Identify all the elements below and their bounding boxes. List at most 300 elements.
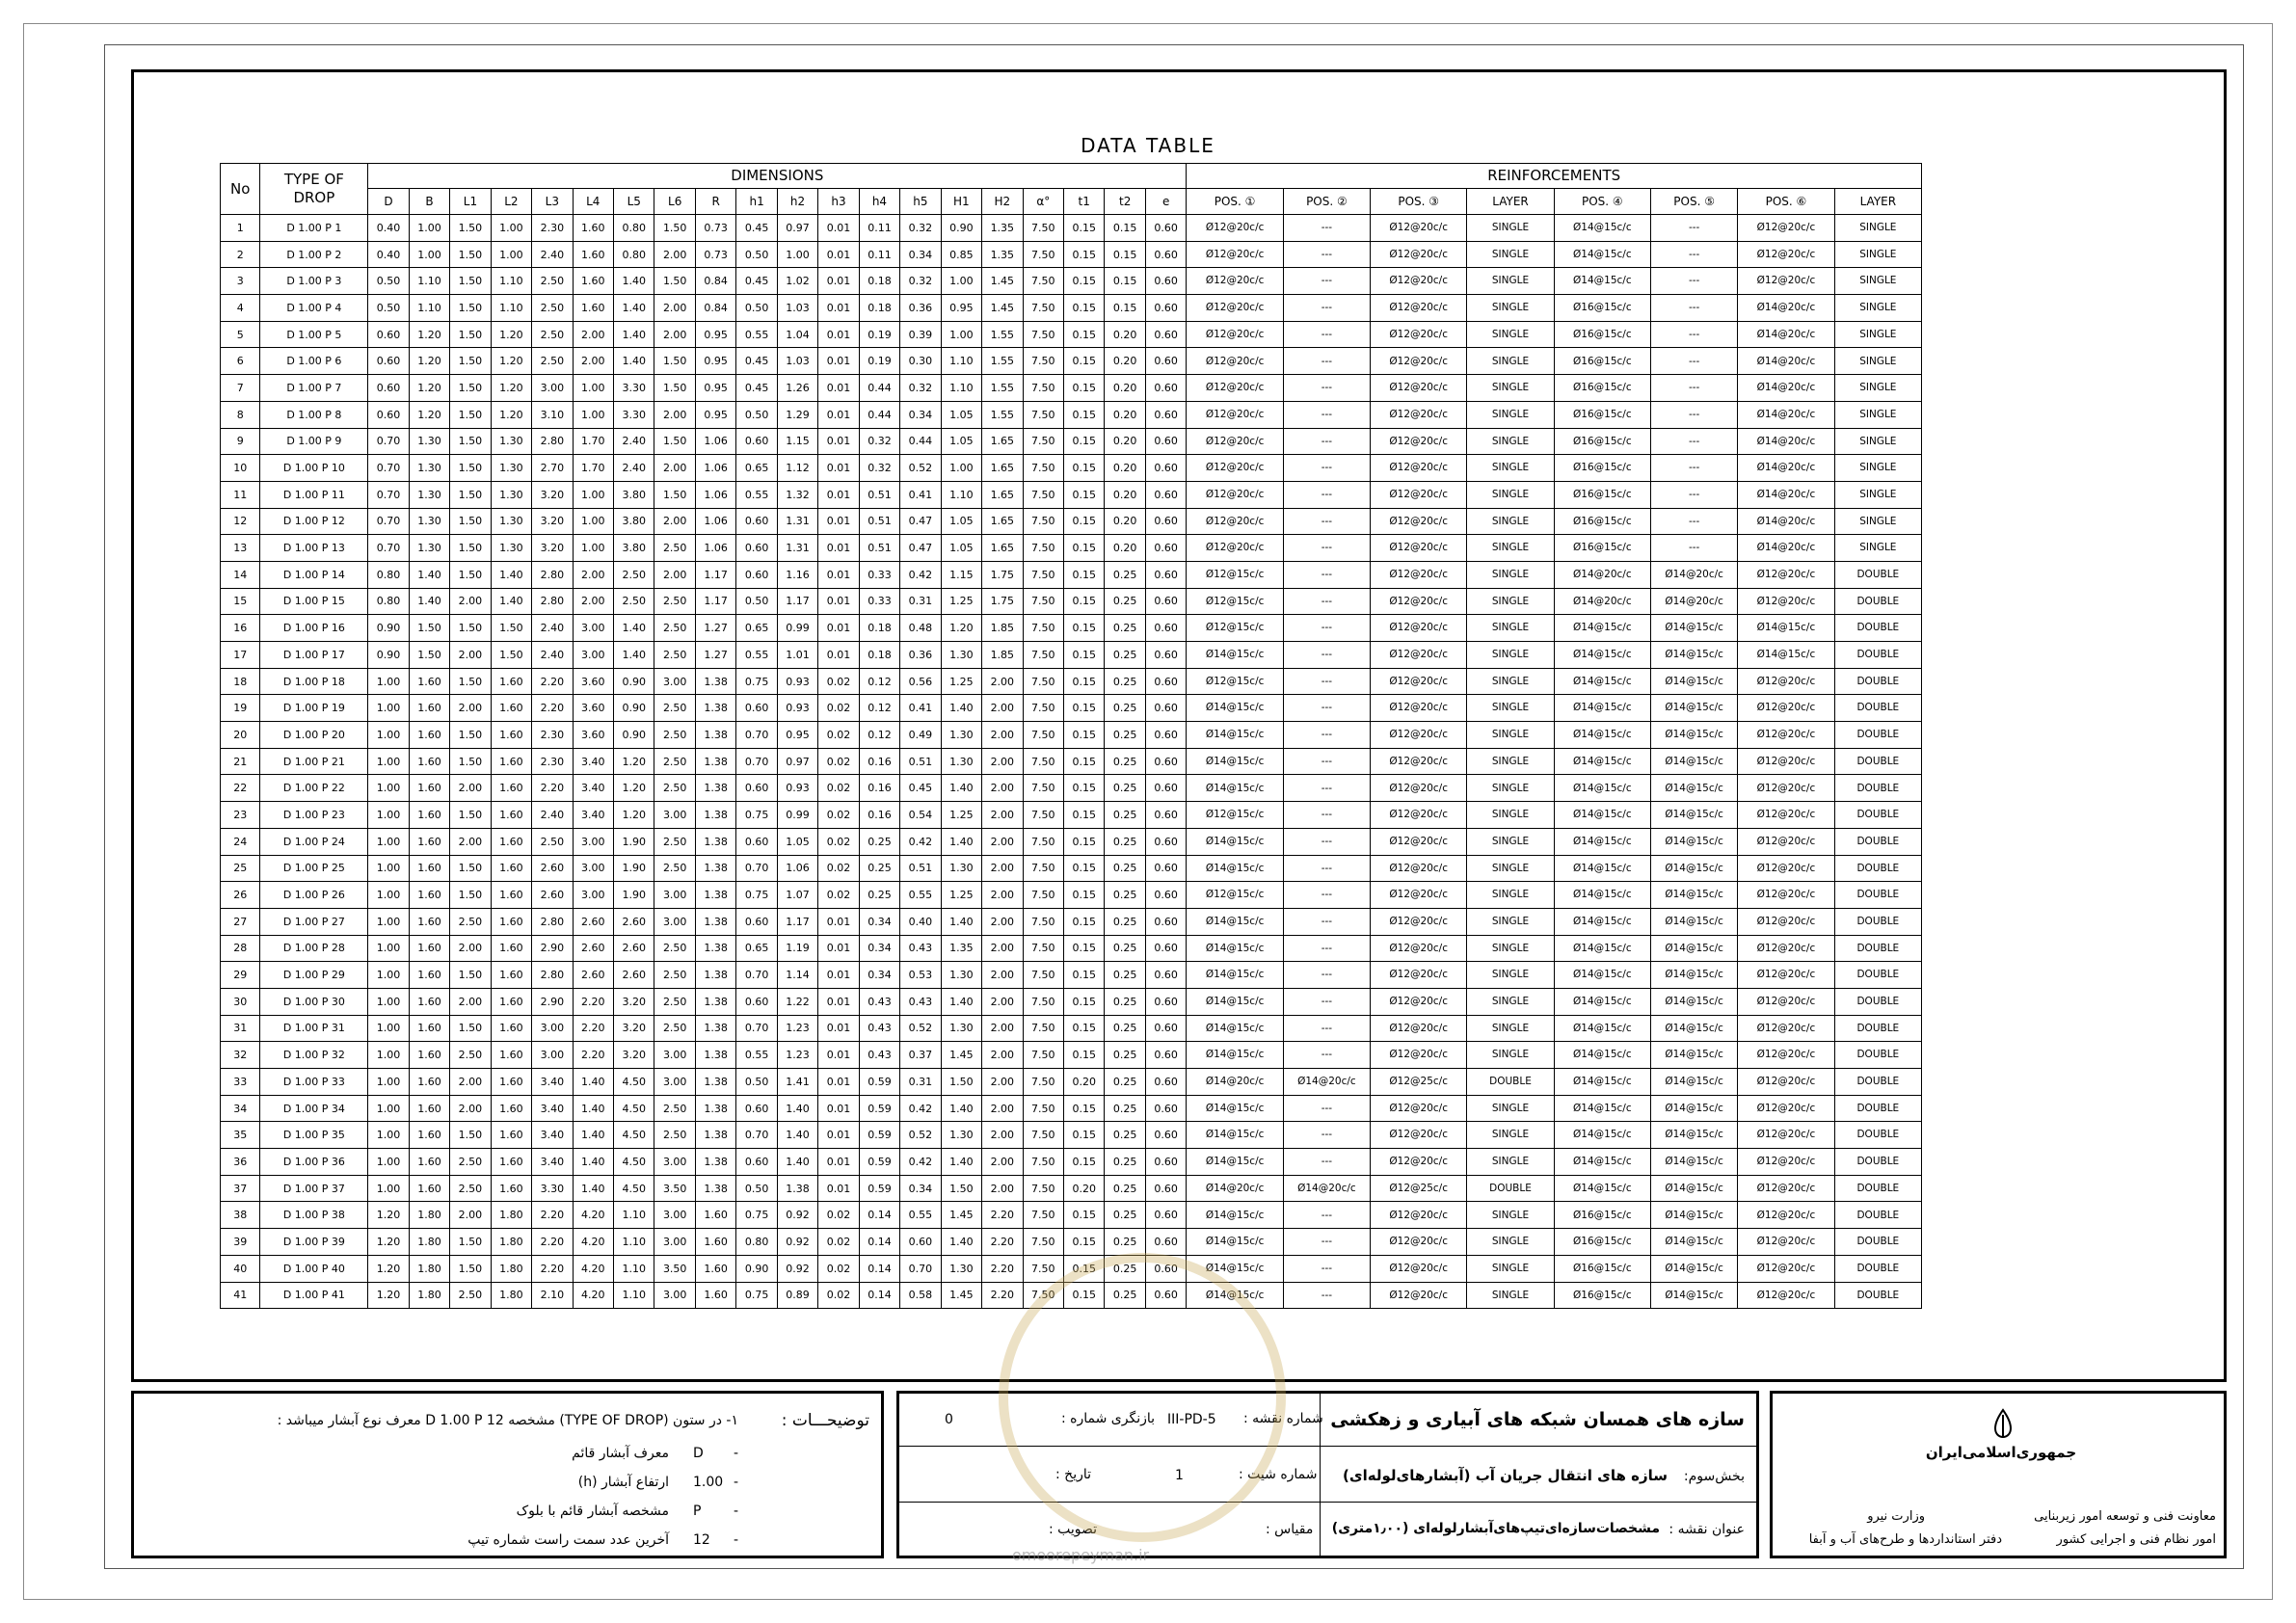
table-cell: DOUBLE	[1834, 561, 1921, 588]
table-cell: 0.70	[736, 748, 777, 775]
table-cell: Ø12@20c/c	[1187, 455, 1283, 482]
table-cell: 1.60	[491, 775, 531, 802]
header-dim-10: h2	[777, 189, 817, 215]
table-cell: ---	[1283, 1042, 1370, 1069]
table-cell: 4.50	[614, 1069, 654, 1096]
table-cell: Ø12@20c/c	[1738, 1015, 1834, 1042]
table-cell: 1.02	[777, 268, 817, 295]
table-cell: Ø12@20c/c	[1738, 695, 1834, 722]
table-cell: 1.40	[573, 1122, 613, 1149]
table-cell: Ø14@15c/c	[1651, 775, 1738, 802]
table-cell: SINGLE	[1834, 241, 1921, 268]
table-cell: 3.20	[614, 1015, 654, 1042]
table-cell: Ø12@20c/c	[1370, 535, 1466, 562]
table-cell: 3.60	[573, 722, 613, 749]
table-cell: 10	[221, 455, 260, 482]
table-row	[221, 561, 1922, 588]
drawing-title-label: عنوان نقشه :	[1669, 1522, 1745, 1537]
table-cell: 1.60	[491, 802, 531, 829]
table-cell: 0.70	[736, 855, 777, 882]
table-cell: 0.25	[1105, 908, 1145, 935]
table-cell: ---	[1283, 1255, 1370, 1282]
table-cell: 0.60	[1145, 1149, 1186, 1176]
table-cell: 1.60	[409, 908, 449, 935]
table-cell: 1.38	[695, 828, 735, 855]
table-cell: ---	[1283, 241, 1370, 268]
table-cell: 2.50	[654, 988, 695, 1015]
table-cell: 2.90	[532, 935, 573, 962]
table-cell: 0.60	[368, 321, 409, 348]
table-cell: 1.30	[941, 1015, 981, 1042]
table-cell: 1.40	[614, 268, 654, 295]
table-cell: ---	[1651, 455, 1738, 482]
table-cell: 0.75	[736, 802, 777, 829]
table-cell: 4.50	[614, 1122, 654, 1149]
table-cell: 7.50	[1023, 775, 1063, 802]
table-cell: 0.25	[1105, 695, 1145, 722]
table-cell: ---	[1283, 988, 1370, 1015]
table-cell: SINGLE	[1834, 428, 1921, 455]
table-cell: 0.25	[1105, 775, 1145, 802]
table-cell: 1.60	[491, 1149, 531, 1176]
table-cell: 5	[221, 321, 260, 348]
table-cell: 36	[221, 1149, 260, 1176]
table-cell: 7.50	[1023, 962, 1063, 989]
table-cell: 1.60	[573, 215, 613, 242]
table-cell: 2.20	[982, 1202, 1023, 1229]
table-cell: 1.38	[695, 1015, 735, 1042]
table-cell: ---	[1283, 882, 1370, 909]
table-cell: 2.00	[654, 241, 695, 268]
drawing-no-value: III-PD-5	[1167, 1412, 1216, 1427]
table-cell: 13	[221, 535, 260, 562]
table-cell: Ø12@20c/c	[1738, 882, 1834, 909]
table-cell: 0.15	[1064, 1202, 1105, 1229]
table-cell: Ø12@20c/c	[1370, 215, 1466, 242]
table-cell: Ø14@15c/c	[1187, 1122, 1283, 1149]
table-cell: 0.60	[1145, 935, 1186, 962]
table-cell: 7.50	[1023, 1042, 1063, 1069]
table-cell: 1.00	[573, 508, 613, 535]
table-cell: 1.15	[941, 561, 981, 588]
table-cell: Ø16@15c/c	[1554, 428, 1650, 455]
table-row	[221, 882, 1922, 909]
table-cell: 0.60	[1145, 588, 1186, 615]
table-cell: 2.50	[654, 828, 695, 855]
table-cell: 30	[221, 988, 260, 1015]
table-cell: 0.01	[818, 642, 859, 669]
table-cell: Ø14@15c/c	[1651, 828, 1738, 855]
table-cell: Ø12@20c/c	[1187, 375, 1283, 402]
table-cell: 0.70	[900, 1255, 941, 1282]
table-cell: 0.75	[736, 1202, 777, 1229]
table-cell: 0.60	[1145, 855, 1186, 882]
table-cell: ---	[1283, 722, 1370, 749]
table-cell: 0.60	[736, 828, 777, 855]
table-cell: 2.00	[450, 1069, 491, 1096]
table-cell: 7.50	[1023, 375, 1063, 402]
table-cell: 1.38	[695, 722, 735, 749]
table-cell: Ø12@20c/c	[1738, 1122, 1834, 1149]
table-cell: DOUBLE	[1834, 722, 1921, 749]
table-cell: 0.55	[736, 642, 777, 669]
table-cell: SINGLE	[1834, 348, 1921, 375]
table-cell: 1.35	[982, 241, 1023, 268]
table-cell: 1.50	[450, 748, 491, 775]
table-cell: 0.15	[1064, 508, 1105, 535]
table-cell: Ø12@20c/c	[1738, 1042, 1834, 1069]
table-cell: 2.00	[982, 908, 1023, 935]
table-cell: 1.10	[941, 481, 981, 508]
table-cell: 1.17	[777, 908, 817, 935]
table-cell: 1.55	[982, 375, 1023, 402]
table-cell: 32	[221, 1042, 260, 1069]
table-cell: 0.43	[859, 1042, 899, 1069]
table-row	[221, 401, 1922, 428]
table-cell: 1.30	[491, 428, 531, 455]
table-cell: 1.60	[409, 1069, 449, 1096]
table-cell: 1.60	[491, 855, 531, 882]
table-cell: 2.80	[532, 588, 573, 615]
table-cell: Ø12@20c/c	[1370, 481, 1466, 508]
header-dim-1: B	[409, 189, 449, 215]
table-cell: Ø14@15c/c	[1554, 241, 1650, 268]
table-cell: Ø12@20c/c	[1370, 988, 1466, 1015]
table-cell: 2.50	[654, 722, 695, 749]
table-cell: 12	[221, 508, 260, 535]
table-cell: 0.25	[859, 855, 899, 882]
table-cell: D 1.00 P 32	[260, 1042, 368, 1069]
table-cell: 2.00	[573, 321, 613, 348]
table-cell: 2.40	[614, 428, 654, 455]
table-cell: ---	[1651, 295, 1738, 322]
table-cell: 0.84	[695, 268, 735, 295]
table-cell: 1.06	[777, 855, 817, 882]
table-cell: 0.45	[736, 375, 777, 402]
header-dim-15: H2	[982, 189, 1023, 215]
table-cell: 7.50	[1023, 1095, 1063, 1122]
header-dim-16: α°	[1023, 189, 1063, 215]
table-cell: 3.40	[532, 1122, 573, 1149]
table-cell: 0.15	[1064, 775, 1105, 802]
table-row	[221, 855, 1922, 882]
table-cell: 20	[221, 722, 260, 749]
table-cell: SINGLE	[1467, 1122, 1554, 1149]
header-type-of-drop	[260, 164, 368, 215]
table-row	[221, 428, 1922, 455]
table-cell: Ø12@20c/c	[1370, 1282, 1466, 1309]
table-cell: 21	[221, 748, 260, 775]
table-cell: 1.38	[695, 988, 735, 1015]
notes-line1: ۱- در ستون (TYPE OF DROP) مشخصه D 1.00 P 12 معرف نوع آبشار میباشد :	[277, 1413, 738, 1428]
table-cell: Ø14@15c/c	[1554, 215, 1650, 242]
table-cell: SINGLE	[1467, 321, 1554, 348]
table-cell: Ø12@20c/c	[1738, 1069, 1834, 1096]
table-cell: 7.50	[1023, 908, 1063, 935]
table-cell: 1.60	[695, 1282, 735, 1309]
table-cell: Ø14@15c/c	[1187, 695, 1283, 722]
table-cell: Ø14@15c/c	[1651, 962, 1738, 989]
table-cell: 0.02	[818, 1255, 859, 1282]
table-cell: 1.35	[982, 215, 1023, 242]
table-cell: D 1.00 P 19	[260, 695, 368, 722]
table-cell: 0.32	[859, 428, 899, 455]
table-cell: Ø14@15c/c	[1651, 882, 1738, 909]
table-cell: 3.00	[654, 802, 695, 829]
table-cell: DOUBLE	[1834, 802, 1921, 829]
table-cell: 0.48	[900, 615, 941, 642]
table-cell: Ø12@20c/c	[1738, 1149, 1834, 1176]
section-value: سازه های انتقال جریان آب (آبشارهای‌لوله‌ای)	[1343, 1467, 1668, 1484]
table-cell: 0.15	[1064, 935, 1105, 962]
table-cell: 2.50	[654, 1015, 695, 1042]
table-cell: D 1.00 P 2	[260, 241, 368, 268]
table-cell: Ø14@20c/c	[1738, 455, 1834, 482]
table-cell: 7.50	[1023, 428, 1063, 455]
table-cell: 0.31	[900, 1069, 941, 1096]
table-cell: 0.59	[859, 1175, 899, 1202]
table-cell: 1.60	[409, 855, 449, 882]
table-cell: 1.60	[491, 1095, 531, 1122]
table-cell: 2.00	[982, 1015, 1023, 1042]
table-cell: 0.15	[1064, 908, 1105, 935]
table-cell: 0.70	[736, 962, 777, 989]
table-cell: 0.31	[900, 588, 941, 615]
table-cell: 1.50	[450, 535, 491, 562]
table-cell: Ø12@20c/c	[1738, 802, 1834, 829]
table-cell: ---	[1283, 321, 1370, 348]
table-cell: 0.95	[695, 321, 735, 348]
table-cell: 3.00	[654, 1149, 695, 1176]
table-cell: 1.60	[409, 668, 449, 695]
table-cell: 0.60	[1145, 668, 1186, 695]
table-row	[221, 802, 1922, 829]
table-cell: 1.03	[777, 295, 817, 322]
table-cell: 0.01	[818, 241, 859, 268]
header-dim-3: L2	[491, 189, 531, 215]
table-cell: SINGLE	[1467, 481, 1554, 508]
table-cell: 0.02	[818, 695, 859, 722]
table-cell: Ø14@15c/c	[1187, 962, 1283, 989]
table-row	[221, 241, 1922, 268]
table-cell: 1.50	[450, 348, 491, 375]
table-cell: ---	[1651, 321, 1738, 348]
table-cell: 2.50	[532, 268, 573, 295]
table-cell: Ø12@20c/c	[1187, 508, 1283, 535]
table-cell: 0.25	[1105, 988, 1145, 1015]
table-cell: 0.15	[1105, 295, 1145, 322]
table-cell: 2.00	[450, 1095, 491, 1122]
table-cell: Ø14@15c/c	[1554, 908, 1650, 935]
table-cell: 0.44	[859, 375, 899, 402]
table-cell: Ø14@15c/c	[1554, 1149, 1650, 1176]
header-dim-4: L3	[532, 189, 573, 215]
table-cell: 1.50	[450, 722, 491, 749]
table-cell: DOUBLE	[1834, 908, 1921, 935]
table-cell: 0.73	[695, 215, 735, 242]
table-cell: ---	[1283, 1149, 1370, 1176]
table-cell: 0.15	[1064, 561, 1105, 588]
table-cell: 0.25	[1105, 1175, 1145, 1202]
table-cell: 2.00	[982, 935, 1023, 962]
table-cell: 2.00	[573, 588, 613, 615]
table-cell: D 1.00 P 37	[260, 1175, 368, 1202]
table-cell: 0.70	[368, 535, 409, 562]
table-cell: Ø14@15c/c	[1187, 935, 1283, 962]
table-cell: 0.25	[1105, 748, 1145, 775]
data-table	[220, 163, 1922, 1309]
table-cell: 2.40	[532, 642, 573, 669]
note-dash: -	[734, 1475, 739, 1490]
table-cell: DOUBLE	[1834, 1122, 1921, 1149]
table-cell: Ø14@15c/c	[1554, 1069, 1650, 1096]
table-cell: SINGLE	[1467, 1042, 1554, 1069]
table-cell: DOUBLE	[1834, 935, 1921, 962]
table-cell: 0.70	[736, 1122, 777, 1149]
table-cell: 0.60	[736, 1095, 777, 1122]
table-cell: 1.38	[695, 1069, 735, 1096]
table-cell: 0.25	[1105, 722, 1145, 749]
note-text: آخرین عدد سمت راست شماره تیپ	[467, 1532, 669, 1548]
table-cell: 2.50	[654, 1122, 695, 1149]
table-cell: Ø12@20c/c	[1738, 775, 1834, 802]
table-cell: 3.00	[573, 642, 613, 669]
table-cell: DOUBLE	[1834, 642, 1921, 669]
table-row	[221, 455, 1922, 482]
table-cell: 0.20	[1105, 481, 1145, 508]
table-cell: ---	[1283, 962, 1370, 989]
table-cell: Ø14@15c/c	[1651, 1229, 1738, 1256]
table-cell: 0.51	[900, 855, 941, 882]
table-cell: 18	[221, 668, 260, 695]
table-cell: 0.55	[736, 321, 777, 348]
table-cell: SINGLE	[1467, 455, 1554, 482]
table-cell: D 1.00 P 23	[260, 802, 368, 829]
header-dim-0: D	[368, 189, 409, 215]
header-reinf-5: POS. ⑤	[1651, 189, 1738, 215]
table-cell: 2.20	[532, 1202, 573, 1229]
table-cell: 1.45	[941, 1042, 981, 1069]
table-cell: Ø14@15c/c	[1651, 722, 1738, 749]
table-cell: 0.60	[1145, 1175, 1186, 1202]
table-cell: SINGLE	[1467, 1095, 1554, 1122]
table-cell: Ø12@20c/c	[1370, 321, 1466, 348]
table-cell: 4.50	[614, 1095, 654, 1122]
table-cell: 0.51	[859, 535, 899, 562]
header-dim-11: h3	[818, 189, 859, 215]
table-cell: 0.25	[1105, 828, 1145, 855]
table-cell: Ø14@15c/c	[1738, 642, 1834, 669]
table-cell: Ø16@15c/c	[1554, 401, 1650, 428]
table-cell: 1.38	[695, 1149, 735, 1176]
table-cell: 1.50	[409, 642, 449, 669]
table-row	[221, 481, 1922, 508]
table-cell: 1.60	[491, 1175, 531, 1202]
table-cell: 35	[221, 1122, 260, 1149]
table-cell: 0.20	[1105, 508, 1145, 535]
table-cell: 1.45	[941, 1202, 981, 1229]
table-cell: D 1.00 P 14	[260, 561, 368, 588]
table-cell: D 1.00 P 11	[260, 481, 368, 508]
table-cell: 19	[221, 695, 260, 722]
table-cell: 0.60	[1145, 401, 1186, 428]
table-cell: 1.40	[941, 1149, 981, 1176]
table-cell: 2.20	[982, 1229, 1023, 1256]
table-cell: 0.70	[736, 722, 777, 749]
table-cell: SINGLE	[1467, 348, 1554, 375]
table-cell: 1.00	[368, 695, 409, 722]
table-cell: 0.90	[368, 642, 409, 669]
table-row	[221, 775, 1922, 802]
table-cell: 1.60	[409, 988, 449, 1015]
table-cell: 1.40	[573, 1069, 613, 1096]
table-cell: 0.58	[900, 1282, 941, 1309]
table-row	[221, 1229, 1922, 1256]
table-cell: 0.60	[1145, 908, 1186, 935]
table-cell: Ø12@20c/c	[1187, 428, 1283, 455]
table-cell: 2.00	[982, 855, 1023, 882]
table-cell: 0.70	[368, 481, 409, 508]
table-cell: D 1.00 P 36	[260, 1149, 368, 1176]
table-cell: D 1.00 P 21	[260, 748, 368, 775]
table-cell: 7.50	[1023, 1015, 1063, 1042]
table-cell: 1.40	[573, 1175, 613, 1202]
table-cell: 2.50	[450, 1282, 491, 1309]
table-cell: Ø14@15c/c	[1554, 1095, 1650, 1122]
table-cell: 0.20	[1105, 455, 1145, 482]
table-cell: 0.15	[1064, 1042, 1105, 1069]
table-cell: Ø14@15c/c	[1187, 722, 1283, 749]
table-cell: 1.20	[368, 1255, 409, 1282]
table-cell: 1.00	[368, 908, 409, 935]
table-cell: 2.20	[532, 1229, 573, 1256]
table-cell: 1.40	[941, 1095, 981, 1122]
header-reinf-7: LAYER	[1834, 189, 1921, 215]
table-cell: DOUBLE	[1834, 882, 1921, 909]
emblem-icon	[1987, 1407, 2019, 1440]
table-cell: 0.25	[1105, 802, 1145, 829]
table-cell: Ø14@15c/c	[1554, 935, 1650, 962]
table-cell: Ø12@20c/c	[1370, 748, 1466, 775]
table-cell: Ø14@15c/c	[1187, 1095, 1283, 1122]
note-code: 12	[693, 1532, 710, 1548]
table-cell: 0.25	[1105, 855, 1145, 882]
table-cell: 3.00	[654, 882, 695, 909]
table-cell: 38	[221, 1202, 260, 1229]
table-cell: 1.00	[941, 321, 981, 348]
table-cell: 0.25	[1105, 615, 1145, 642]
table-cell: 0.15	[1064, 1015, 1105, 1042]
table-cell: Ø14@15c/c	[1651, 1255, 1738, 1282]
table-cell: 3.00	[654, 1069, 695, 1096]
table-cell: 0.70	[736, 1015, 777, 1042]
table-cell: D 1.00 P 31	[260, 1015, 368, 1042]
table-cell: Ø12@15c/c	[1187, 802, 1283, 829]
table-cell: 7.50	[1023, 455, 1063, 482]
table-cell: Ø14@15c/c	[1554, 1122, 1650, 1149]
table-cell: 1.17	[695, 588, 735, 615]
table-cell: SINGLE	[1467, 561, 1554, 588]
table-cell: 0.02	[818, 668, 859, 695]
table-cell: 1.20	[491, 348, 531, 375]
table-row	[221, 1015, 1922, 1042]
table-cell: Ø14@15c/c	[1554, 1042, 1650, 1069]
notes-box	[131, 1391, 884, 1558]
table-cell: 7	[221, 375, 260, 402]
table-cell: Ø12@20c/c	[1370, 908, 1466, 935]
table-cell: 0.32	[900, 375, 941, 402]
table-cell: ---	[1651, 508, 1738, 535]
